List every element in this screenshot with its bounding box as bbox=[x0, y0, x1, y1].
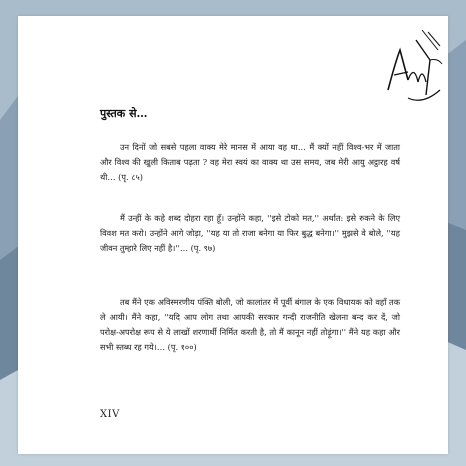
page-number: XIV bbox=[100, 409, 120, 420]
paragraph-3: तब मैंने एक अविस्मरणीय पंक्ति बोली, जो कालांतर में पूर्वी बंगाल के एक विधायक को वहाँ तक ले आयी। मैंने कहा, ''यदि आप लोग तथा आपकी सरकार गन्दी राजनीति खेलना बन्द कर दें, जो परोक्ष-अपरोक्ष रूप से ये लाखों शरणार्थी निर्मित करती है, तो मैं कानून नहीं तोड़ूंगा।'' मैंने यह कहा और सभी स्तब्ध रह गये।… (पृ. १००) bbox=[100, 297, 400, 352]
author-signature-logo bbox=[378, 20, 448, 115]
paragraph-2: मैं उन्हीं के कहे शब्द दोहरा रहा हूँ। उन्होंने कहा, ''इसे टोको मत,'' अर्थात: इसे रुकने के लिए विवश मत करो। उन्होंने आगे जोड़ा, ''यह या तो राजा बनेगा या फिर बुद्ध बनेगा।'' मुझसे वे बोले, ''यह जीवन तुम्हारे लिए नहीं है।''… (पृ. ९७) bbox=[100, 213, 400, 253]
book-page bbox=[18, 16, 448, 454]
section-title: पुस्तक से… bbox=[100, 107, 148, 120]
paragraph-1: उन दिनों जो सबसे पहला वाक्य मेरे मानस में आया वह था… मैं क्यों नहीं विश्व-भर में जाता और विश्व की खुली किताब पढ़ता ? वह मेरा स्वयं का वाक्य था उस समय, जब मेरी आयु अट्ठारह वर्ष थी… (पृ. ८५) bbox=[100, 142, 400, 182]
